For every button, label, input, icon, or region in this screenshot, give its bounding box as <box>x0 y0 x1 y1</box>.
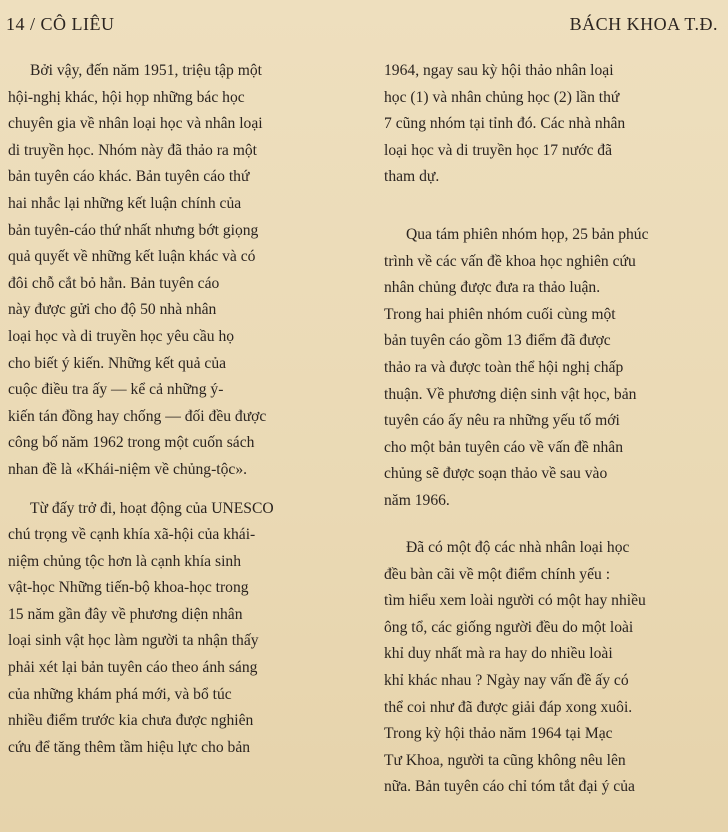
text-line: đều bàn cãi về một điểm chính yếu : <box>384 565 611 583</box>
text-line: quả quyết về những kết luận khác và có <box>8 248 256 266</box>
text-line: kiến tán đồng hay chống — đối đều được <box>8 407 267 425</box>
text-line: hội-nghị khác, hội họp những bác học <box>8 88 245 106</box>
text-line: Bởi vậy, đến năm 1951, triệu tập một <box>30 62 263 79</box>
text-line: trình về các vấn đề khoa học nghiên cứu <box>384 252 636 270</box>
text-line: Đã có một độ các nhà nhân loại học <box>406 539 630 556</box>
text-line: Qua tám phiên nhóm họp, 25 bản phúc <box>406 226 649 243</box>
text-line: loại học và di truyền học 17 nước đã <box>384 141 613 159</box>
text-line: học (1) và nhân chủng học (2) lần thứ <box>384 88 620 106</box>
text-line: thể coi như đã được giải đáp xong xuôi. <box>384 698 633 716</box>
text-line: công bố năm 1962 trong một cuốn sách <box>8 434 255 452</box>
text-line: nhan đề là «Khái-niệm về chủng-tộc». <box>8 460 248 478</box>
text-line: 1964, ngay sau kỳ hội thảo nhân loại <box>384 62 614 79</box>
text-line: Trong hai phiên nhóm cuối cùng một <box>384 305 616 323</box>
right-column-paragraph-1 <box>384 58 720 191</box>
text-line: của những khám phá mới, và bổ túc <box>8 685 232 703</box>
text-line: nhiều điểm trước kia chưa được nghiên <box>8 712 254 730</box>
text-line: thảo ra và được toàn thể hội nghị chấp <box>384 358 624 376</box>
text-line: cho một bản tuyên cáo về vấn đề nhân <box>384 438 624 456</box>
text-line: khỉ duy nhất mà ra hay do nhiều loài <box>384 645 613 663</box>
text-line: 15 năm gần đây về phương diện nhân <box>8 605 243 623</box>
text-line: ông tổ, các giống người đều do một loài <box>384 618 634 636</box>
text-line: tuyên cáo ấy nêu ra những yếu tố mới <box>384 412 620 430</box>
paragraph <box>8 58 356 484</box>
running-head-right: BÁCH KHOA T.Đ. <box>569 14 718 34</box>
text-line: phải xét lại bản tuyên cáo theo ánh sáng <box>8 659 258 677</box>
text-line: cứu để tăng thêm tầm hiệu lực cho bản <box>8 738 251 756</box>
text-line: 7 cũng nhóm tại tỉnh đó. Các nhà nhân <box>384 115 626 133</box>
text-line: vật-học Những tiến-bộ khoa-học trong <box>8 579 249 597</box>
text-line: khỉ khác nhau ? Ngày nay vấn đề ấy có <box>384 671 629 689</box>
text-line: Từ đấy trở đi, hoạt động của UNESCO <box>30 499 274 517</box>
text-line: loại học và di truyền học yêu cầu họ <box>8 327 235 345</box>
text-line: tìm hiểu xem loài người có một hay nhiều <box>384 592 646 610</box>
text-line: bản tuyên cáo gồm 13 điểm đã được <box>384 332 611 350</box>
text-line: thuận. Về phương diện sinh vật học, bản <box>384 385 637 403</box>
text-line: di truyền học. Nhóm này đã thảo ra một <box>8 141 258 159</box>
text-line: chủng sẽ được soạn thảo về sau vào <box>384 465 608 483</box>
text-line: chuyên gia về nhân loại học và nhân loại <box>8 115 263 133</box>
text-line: cuộc điều tra ấy — kể cả những ý- <box>8 381 224 399</box>
text-line: bản tuyên cáo khác. Bản tuyên cáo thứ <box>8 168 250 186</box>
text-line: này được gửi cho độ 50 nhà nhân <box>8 301 217 319</box>
right-column-paragraph-3 <box>384 535 720 801</box>
text-line: Tư Khoa, người ta cũng không nêu lên <box>384 751 626 769</box>
running-head-left: 14 / CÔ LIÊU <box>6 14 115 34</box>
text-line: nữa. Bản tuyên cáo chỉ tóm tắt đại ý của <box>384 778 635 796</box>
text-line: Trong kỳ hội thảo năm 1964 tại Mạc <box>384 725 613 743</box>
text-line: loại sinh vật học làm người ta nhận thấy <box>8 632 259 650</box>
text-line: niệm chủng tộc hơn là cạnh khía sinh <box>8 552 242 570</box>
text-line: năm 1966. <box>384 491 450 509</box>
text-line: cho biết ý kiến. Những kết quả của <box>8 354 227 372</box>
text-line: chú trọng về cạnh khía xã-hội của khái- <box>8 526 256 544</box>
text-line: nhân chủng được đưa ra thảo luận. <box>384 279 601 297</box>
text-line: hai nhắc lại những kết luận chính của <box>8 194 242 212</box>
text-line: tham dự. <box>384 168 440 186</box>
right-column-paragraph-2 <box>384 222 720 515</box>
left-column <box>8 58 356 773</box>
paragraph <box>8 496 356 762</box>
page-header <box>6 8 718 38</box>
text-line: bản tuyên-cáo thứ nhất nhưng bớt giọng <box>8 221 259 239</box>
text-line: đôi chỗ cắt bỏ hẳn. Bản tuyên cáo <box>8 274 220 292</box>
